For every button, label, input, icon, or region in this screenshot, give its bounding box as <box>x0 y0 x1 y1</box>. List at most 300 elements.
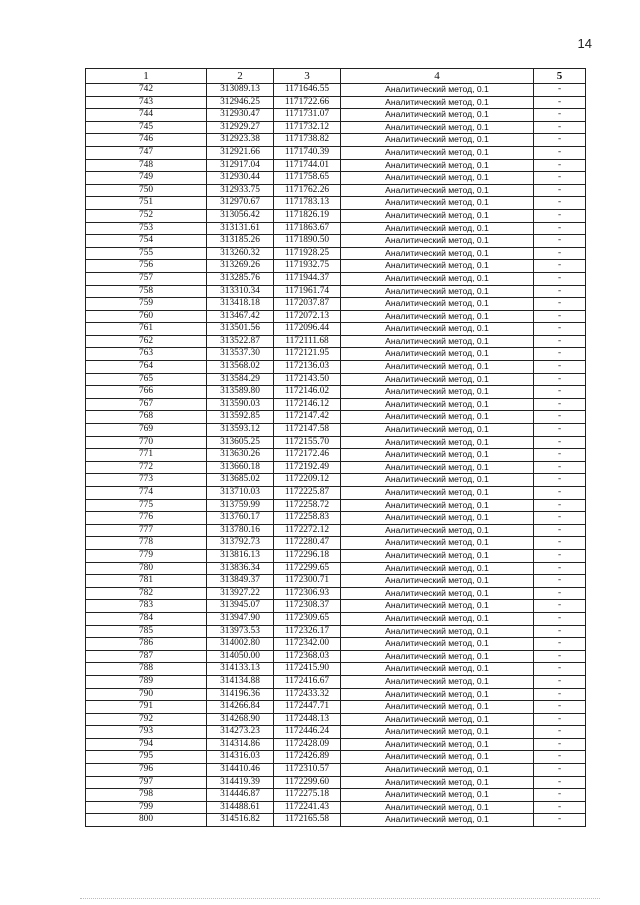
point-number-cell: 787 <box>86 650 207 663</box>
point-number-cell: 759 <box>86 298 207 311</box>
point-number-cell: 766 <box>86 386 207 399</box>
x-coordinate-cell: 314410.46 <box>207 764 274 777</box>
note-cell: - <box>534 713 586 726</box>
point-number-cell: 742 <box>86 84 207 97</box>
point-number-cell: 762 <box>86 335 207 348</box>
point-number-cell: 800 <box>86 814 207 827</box>
method-cell: Аналитический метод, 0.1 <box>341 474 534 487</box>
y-coordinate-cell: 1171928.25 <box>274 247 341 260</box>
point-number-cell: 753 <box>86 222 207 235</box>
x-coordinate-cell: 313760.17 <box>207 512 274 525</box>
note-cell: - <box>534 537 586 550</box>
method-cell: Аналитический метод, 0.1 <box>341 348 534 361</box>
note-cell: - <box>534 323 586 336</box>
table-row <box>86 537 586 550</box>
x-coordinate-cell: 314002.80 <box>207 638 274 651</box>
x-coordinate-cell: 312946.25 <box>207 96 274 109</box>
point-number-cell: 745 <box>86 121 207 134</box>
x-coordinate-cell: 313605.25 <box>207 436 274 449</box>
y-coordinate-cell: 1172147.58 <box>274 424 341 437</box>
y-coordinate-cell: 1172111.68 <box>274 335 341 348</box>
note-cell: - <box>534 373 586 386</box>
method-cell: Аналитический метод, 0.1 <box>341 638 534 651</box>
y-coordinate-cell: 1171762.26 <box>274 184 341 197</box>
table-row <box>86 172 586 185</box>
x-coordinate-cell: 313630.26 <box>207 449 274 462</box>
y-coordinate-cell: 1171732.12 <box>274 121 341 134</box>
table-row <box>86 701 586 714</box>
table-row <box>86 424 586 437</box>
note-cell: - <box>534 663 586 676</box>
y-coordinate-cell: 1172172.46 <box>274 449 341 462</box>
method-cell: Аналитический метод, 0.1 <box>341 663 534 676</box>
point-number-cell: 744 <box>86 109 207 122</box>
y-coordinate-cell: 1172272.12 <box>274 524 341 537</box>
y-coordinate-cell: 1172121.95 <box>274 348 341 361</box>
method-cell: Аналитический метод, 0.1 <box>341 398 534 411</box>
table-row <box>86 335 586 348</box>
x-coordinate-cell: 313592.85 <box>207 411 274 424</box>
note-cell: - <box>534 84 586 97</box>
table-row <box>86 146 586 159</box>
table-row <box>86 789 586 802</box>
table-row <box>86 121 586 134</box>
x-coordinate-cell: 313467.42 <box>207 310 274 323</box>
method-cell: Аналитический метод, 0.1 <box>341 121 534 134</box>
note-cell: - <box>534 109 586 122</box>
x-coordinate-cell: 314266.84 <box>207 701 274 714</box>
x-coordinate-cell: 314488.61 <box>207 801 274 814</box>
table-row <box>86 373 586 386</box>
note-cell: - <box>534 512 586 525</box>
table-body <box>86 84 586 827</box>
x-coordinate-cell: 312921.66 <box>207 146 274 159</box>
x-coordinate-cell: 314134.88 <box>207 675 274 688</box>
method-cell: Аналитический метод, 0.1 <box>341 751 534 764</box>
table-row <box>86 499 586 512</box>
note-cell: - <box>534 197 586 210</box>
table-row <box>86 247 586 260</box>
x-coordinate-cell: 313660.18 <box>207 461 274 474</box>
note-cell: - <box>534 424 586 437</box>
point-number-cell: 750 <box>86 184 207 197</box>
note-cell: - <box>534 235 586 248</box>
point-number-cell: 783 <box>86 600 207 613</box>
point-number-cell: 794 <box>86 738 207 751</box>
method-cell: Аналитический метод, 0.1 <box>341 235 534 248</box>
x-coordinate-cell: 314133.13 <box>207 663 274 676</box>
note-cell: - <box>534 134 586 147</box>
header-col-5: 5 <box>534 69 586 84</box>
table-row <box>86 449 586 462</box>
note-cell: - <box>534 650 586 663</box>
method-cell: Аналитический метод, 0.1 <box>341 411 534 424</box>
point-number-cell: 799 <box>86 801 207 814</box>
point-number-cell: 756 <box>86 260 207 273</box>
point-number-cell: 763 <box>86 348 207 361</box>
method-cell: Аналитический метод, 0.1 <box>341 801 534 814</box>
point-number-cell: 784 <box>86 612 207 625</box>
table-row <box>86 814 586 827</box>
y-coordinate-cell: 1172309.65 <box>274 612 341 625</box>
note-cell: - <box>534 638 586 651</box>
table-row <box>86 134 586 147</box>
method-cell: Аналитический метод, 0.1 <box>341 726 534 739</box>
point-number-cell: 776 <box>86 512 207 525</box>
y-coordinate-cell: 1172280.47 <box>274 537 341 550</box>
note-cell: - <box>534 348 586 361</box>
point-number-cell: 791 <box>86 701 207 714</box>
table-row <box>86 222 586 235</box>
table-row <box>86 361 586 374</box>
point-number-cell: 758 <box>86 285 207 298</box>
x-coordinate-cell: 313685.02 <box>207 474 274 487</box>
table-row <box>86 562 586 575</box>
note-cell: - <box>534 487 586 500</box>
x-coordinate-cell: 312930.47 <box>207 109 274 122</box>
point-number-cell: 747 <box>86 146 207 159</box>
method-cell: Аналитический метод, 0.1 <box>341 512 534 525</box>
y-coordinate-cell: 1172037.87 <box>274 298 341 311</box>
method-cell: Аналитический метод, 0.1 <box>341 562 534 575</box>
y-coordinate-cell: 1172426.89 <box>274 751 341 764</box>
method-cell: Аналитический метод, 0.1 <box>341 159 534 172</box>
point-number-cell: 781 <box>86 575 207 588</box>
table-row <box>86 688 586 701</box>
point-number-cell: 778 <box>86 537 207 550</box>
table-row <box>86 310 586 323</box>
point-number-cell: 764 <box>86 361 207 374</box>
table-row <box>86 487 586 500</box>
method-cell: Аналитический метод, 0.1 <box>341 688 534 701</box>
y-coordinate-cell: 1172072.13 <box>274 310 341 323</box>
table-row <box>86 587 586 600</box>
y-coordinate-cell: 1172241.43 <box>274 801 341 814</box>
x-coordinate-cell: 313522.87 <box>207 335 274 348</box>
table-row <box>86 713 586 726</box>
method-cell: Аналитический метод, 0.1 <box>341 587 534 600</box>
point-number-cell: 789 <box>86 675 207 688</box>
x-coordinate-cell: 313759.99 <box>207 499 274 512</box>
note-cell: - <box>534 587 586 600</box>
point-number-cell: 777 <box>86 524 207 537</box>
table-row <box>86 638 586 651</box>
point-number-cell: 746 <box>86 134 207 147</box>
y-coordinate-cell: 1172192.49 <box>274 461 341 474</box>
x-coordinate-cell: 314050.00 <box>207 650 274 663</box>
y-coordinate-cell: 1172310.57 <box>274 764 341 777</box>
x-coordinate-cell: 313836.34 <box>207 562 274 575</box>
method-cell: Аналитический метод, 0.1 <box>341 310 534 323</box>
note-cell: - <box>534 789 586 802</box>
point-number-cell: 771 <box>86 449 207 462</box>
note-cell: - <box>534 461 586 474</box>
method-cell: Аналитический метод, 0.1 <box>341 373 534 386</box>
point-number-cell: 775 <box>86 499 207 512</box>
note-cell: - <box>534 738 586 751</box>
note-cell: - <box>534 562 586 575</box>
x-coordinate-cell: 313269.26 <box>207 260 274 273</box>
y-coordinate-cell: 1172209.12 <box>274 474 341 487</box>
method-cell: Аналитический метод, 0.1 <box>341 776 534 789</box>
table-row <box>86 298 586 311</box>
point-number-cell: 757 <box>86 272 207 285</box>
point-number-cell: 770 <box>86 436 207 449</box>
method-cell: Аналитический метод, 0.1 <box>341 675 534 688</box>
table-row <box>86 600 586 613</box>
table-row <box>86 612 586 625</box>
method-cell: Аналитический метод, 0.1 <box>341 197 534 210</box>
y-coordinate-cell: 1172146.12 <box>274 398 341 411</box>
point-number-cell: 792 <box>86 713 207 726</box>
y-coordinate-cell: 1172299.60 <box>274 776 341 789</box>
method-cell: Аналитический метод, 0.1 <box>341 184 534 197</box>
method-cell: Аналитический метод, 0.1 <box>341 109 534 122</box>
y-coordinate-cell: 1172308.37 <box>274 600 341 613</box>
page-number: 14 <box>577 36 592 51</box>
y-coordinate-cell: 1172275.18 <box>274 789 341 802</box>
point-number-cell: 749 <box>86 172 207 185</box>
y-coordinate-cell: 1172415.90 <box>274 663 341 676</box>
y-coordinate-cell: 1172225.87 <box>274 487 341 500</box>
y-coordinate-cell: 1172299.65 <box>274 562 341 575</box>
y-coordinate-cell: 1171731.07 <box>274 109 341 122</box>
point-number-cell: 752 <box>86 209 207 222</box>
table-row <box>86 738 586 751</box>
table-row <box>86 524 586 537</box>
method-cell: Аналитический метод, 0.1 <box>341 575 534 588</box>
method-cell: Аналитический метод, 0.1 <box>341 549 534 562</box>
note-cell: - <box>534 726 586 739</box>
x-coordinate-cell: 313816.13 <box>207 549 274 562</box>
y-coordinate-cell: 1172433.32 <box>274 688 341 701</box>
x-coordinate-cell: 314316.03 <box>207 751 274 764</box>
method-cell: Аналитический метод, 0.1 <box>341 424 534 437</box>
method-cell: Аналитический метод, 0.1 <box>341 323 534 336</box>
table-row <box>86 461 586 474</box>
method-cell: Аналитический метод, 0.1 <box>341 713 534 726</box>
table-row <box>86 663 586 676</box>
method-cell: Аналитический метод, 0.1 <box>341 537 534 550</box>
method-cell: Аналитический метод, 0.1 <box>341 499 534 512</box>
method-cell: Аналитический метод, 0.1 <box>341 96 534 109</box>
x-coordinate-cell: 313537.30 <box>207 348 274 361</box>
method-cell: Аналитический метод, 0.1 <box>341 84 534 97</box>
table-row <box>86 776 586 789</box>
y-coordinate-cell: 1172416.67 <box>274 675 341 688</box>
table-row <box>86 751 586 764</box>
x-coordinate-cell: 313131.61 <box>207 222 274 235</box>
x-coordinate-cell: 314196.36 <box>207 688 274 701</box>
method-cell: Аналитический метод, 0.1 <box>341 209 534 222</box>
note-cell: - <box>534 96 586 109</box>
method-cell: Аналитический метод, 0.1 <box>341 650 534 663</box>
point-number-cell: 761 <box>86 323 207 336</box>
x-coordinate-cell: 313593.12 <box>207 424 274 437</box>
point-number-cell: 760 <box>86 310 207 323</box>
x-coordinate-cell: 313973.53 <box>207 625 274 638</box>
y-coordinate-cell: 1171890.50 <box>274 235 341 248</box>
point-number-cell: 755 <box>86 247 207 260</box>
method-cell: Аналитический метод, 0.1 <box>341 764 534 777</box>
note-cell: - <box>534 701 586 714</box>
point-number-cell: 774 <box>86 487 207 500</box>
method-cell: Аналитический метод, 0.1 <box>341 789 534 802</box>
method-cell: Аналитический метод, 0.1 <box>341 222 534 235</box>
note-cell: - <box>534 298 586 311</box>
x-coordinate-cell: 314314.86 <box>207 738 274 751</box>
note-cell: - <box>534 751 586 764</box>
y-coordinate-cell: 1171758.65 <box>274 172 341 185</box>
method-cell: Аналитический метод, 0.1 <box>341 247 534 260</box>
table-row <box>86 235 586 248</box>
note-cell: - <box>534 172 586 185</box>
method-cell: Аналитический метод, 0.1 <box>341 487 534 500</box>
point-number-cell: 797 <box>86 776 207 789</box>
method-cell: Аналитический метод, 0.1 <box>341 285 534 298</box>
coordinates-table-container <box>85 68 585 827</box>
table-row <box>86 801 586 814</box>
note-cell: - <box>534 361 586 374</box>
point-number-cell: 795 <box>86 751 207 764</box>
x-coordinate-cell: 313260.32 <box>207 247 274 260</box>
point-number-cell: 769 <box>86 424 207 437</box>
table-row <box>86 474 586 487</box>
x-coordinate-cell: 313849.37 <box>207 575 274 588</box>
header-col-4: 4 <box>341 69 534 84</box>
y-coordinate-cell: 1171722.66 <box>274 96 341 109</box>
note-cell: - <box>534 625 586 638</box>
table-row <box>86 109 586 122</box>
note-cell: - <box>534 209 586 222</box>
x-coordinate-cell: 314273.23 <box>207 726 274 739</box>
note-cell: - <box>534 524 586 537</box>
header-col-1: 1 <box>86 69 207 84</box>
method-cell: Аналитический метод, 0.1 <box>341 134 534 147</box>
table-row <box>86 209 586 222</box>
x-coordinate-cell: 312923.38 <box>207 134 274 147</box>
x-coordinate-cell: 313590.03 <box>207 398 274 411</box>
x-coordinate-cell: 312970.67 <box>207 197 274 210</box>
x-coordinate-cell: 312933.75 <box>207 184 274 197</box>
note-cell: - <box>534 260 586 273</box>
method-cell: Аналитический метод, 0.1 <box>341 272 534 285</box>
y-coordinate-cell: 1172155.70 <box>274 436 341 449</box>
table-row <box>86 285 586 298</box>
note-cell: - <box>534 146 586 159</box>
note-cell: - <box>534 600 586 613</box>
method-cell: Аналитический метод, 0.1 <box>341 436 534 449</box>
note-cell: - <box>534 776 586 789</box>
x-coordinate-cell: 313285.76 <box>207 272 274 285</box>
y-coordinate-cell: 1172448.13 <box>274 713 341 726</box>
point-number-cell: 786 <box>86 638 207 651</box>
y-coordinate-cell: 1171740.39 <box>274 146 341 159</box>
note-cell: - <box>534 398 586 411</box>
note-cell: - <box>534 285 586 298</box>
y-coordinate-cell: 1172136.03 <box>274 361 341 374</box>
table-row <box>86 650 586 663</box>
table-row <box>86 675 586 688</box>
coordinates-table <box>85 68 586 827</box>
point-number-cell: 788 <box>86 663 207 676</box>
x-coordinate-cell: 313945.07 <box>207 600 274 613</box>
note-cell: - <box>534 612 586 625</box>
method-cell: Аналитический метод, 0.1 <box>341 146 534 159</box>
x-coordinate-cell: 312930.44 <box>207 172 274 185</box>
table-row <box>86 398 586 411</box>
x-coordinate-cell: 313185.26 <box>207 235 274 248</box>
y-coordinate-cell: 1171646.55 <box>274 84 341 97</box>
x-coordinate-cell: 313710.03 <box>207 487 274 500</box>
point-number-cell: 772 <box>86 461 207 474</box>
note-cell: - <box>534 764 586 777</box>
y-coordinate-cell: 1171783.13 <box>274 197 341 210</box>
method-cell: Аналитический метод, 0.1 <box>341 600 534 613</box>
y-coordinate-cell: 1172447.71 <box>274 701 341 714</box>
table-row <box>86 184 586 197</box>
note-cell: - <box>534 474 586 487</box>
y-coordinate-cell: 1171738.82 <box>274 134 341 147</box>
point-number-cell: 793 <box>86 726 207 739</box>
table-row <box>86 411 586 424</box>
point-number-cell: 754 <box>86 235 207 248</box>
x-coordinate-cell: 314516.82 <box>207 814 274 827</box>
note-cell: - <box>534 801 586 814</box>
table-row <box>86 764 586 777</box>
note-cell: - <box>534 184 586 197</box>
table-row <box>86 625 586 638</box>
y-coordinate-cell: 1172146.02 <box>274 386 341 399</box>
table-row <box>86 512 586 525</box>
x-coordinate-cell: 313501.56 <box>207 323 274 336</box>
note-cell: - <box>534 272 586 285</box>
y-coordinate-cell: 1172143.50 <box>274 373 341 386</box>
x-coordinate-cell: 314419.39 <box>207 776 274 789</box>
table-row <box>86 272 586 285</box>
method-cell: Аналитический метод, 0.1 <box>341 172 534 185</box>
table-row <box>86 549 586 562</box>
x-coordinate-cell: 313947.90 <box>207 612 274 625</box>
x-coordinate-cell: 314446.87 <box>207 789 274 802</box>
x-coordinate-cell: 313780.16 <box>207 524 274 537</box>
method-cell: Аналитический метод, 0.1 <box>341 361 534 374</box>
method-cell: Аналитический метод, 0.1 <box>341 335 534 348</box>
note-cell: - <box>534 247 586 260</box>
table-row <box>86 436 586 449</box>
x-coordinate-cell: 313584.29 <box>207 373 274 386</box>
table-row <box>86 96 586 109</box>
x-coordinate-cell: 312929.27 <box>207 121 274 134</box>
y-coordinate-cell: 1171863.67 <box>274 222 341 235</box>
y-coordinate-cell: 1172342.00 <box>274 638 341 651</box>
point-number-cell: 785 <box>86 625 207 638</box>
table-row <box>86 348 586 361</box>
table-row <box>86 575 586 588</box>
y-coordinate-cell: 1171826.19 <box>274 209 341 222</box>
note-cell: - <box>534 121 586 134</box>
x-coordinate-cell: 312917.04 <box>207 159 274 172</box>
method-cell: Аналитический метод, 0.1 <box>341 612 534 625</box>
y-coordinate-cell: 1172147.42 <box>274 411 341 424</box>
y-coordinate-cell: 1172296.18 <box>274 549 341 562</box>
table-row <box>86 197 586 210</box>
note-cell: - <box>534 222 586 235</box>
header-col-3: 3 <box>274 69 341 84</box>
x-coordinate-cell: 313589.80 <box>207 386 274 399</box>
y-coordinate-cell: 1172446.24 <box>274 726 341 739</box>
x-coordinate-cell: 313310.34 <box>207 285 274 298</box>
